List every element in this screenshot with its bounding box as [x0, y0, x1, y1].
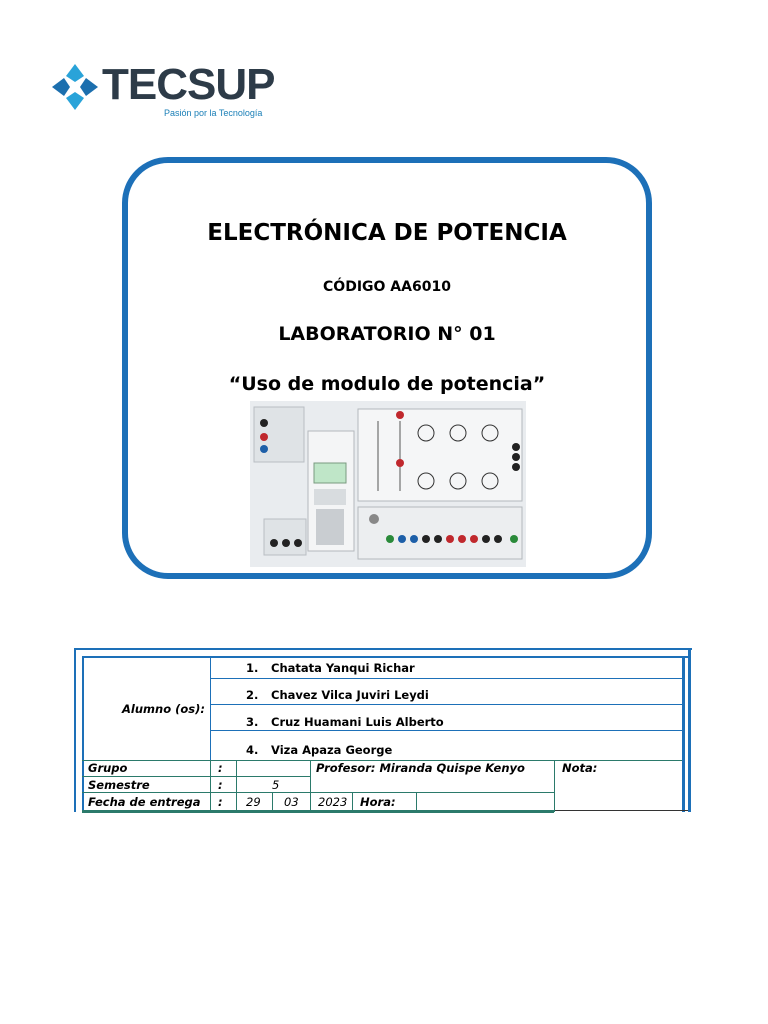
semester-value: 5	[272, 778, 280, 792]
group-label: Grupo	[88, 761, 128, 775]
student-3-name: Cruz Huamani Luis Alberto	[271, 715, 444, 729]
date-day: 29	[246, 795, 261, 809]
group-colon: :	[218, 761, 223, 775]
lab-subtitle: “Uso de modulo de potencia”	[228, 373, 546, 395]
date-label: Fecha de entrega	[88, 795, 201, 809]
semester-label: Semestre	[88, 778, 150, 792]
students-label: Alumno (os):	[122, 702, 205, 716]
cover-frame	[122, 157, 652, 579]
grade-label: Nota:	[562, 761, 598, 775]
student-1-num: 1.	[246, 661, 259, 675]
course-title: ELECTRÓNICA DE POTENCIA	[207, 220, 567, 246]
student-4-num: 4.	[246, 743, 259, 757]
time-label: Hora:	[360, 795, 396, 809]
tecsup-logo	[50, 62, 280, 124]
info-table	[74, 648, 692, 812]
date-month: 03	[284, 795, 299, 809]
student-1-name: Chatata Yanqui Richar	[271, 661, 415, 675]
professor-field: Profesor: Miranda Quispe Kenyo	[316, 761, 525, 775]
student-3-num: 3.	[246, 715, 259, 729]
student-4-name: Viza Apaza George	[271, 743, 393, 757]
date-year: 2023	[318, 795, 348, 809]
course-code: CÓDIGO AA6010	[323, 279, 451, 295]
student-2-num: 2.	[246, 688, 259, 702]
logo-wordmark: TECSUP	[102, 60, 275, 109]
date-colon: :	[218, 795, 223, 809]
semester-colon: :	[218, 778, 223, 792]
tecsup-logo-icon	[50, 62, 100, 112]
lab-number: LABORATORIO N° 01	[278, 323, 496, 345]
student-2-name: Chavez Vilca Juviri Leydi	[271, 688, 429, 702]
power-module-photo	[250, 401, 526, 567]
power-module-illustration	[250, 401, 526, 567]
logo-tagline: Pasión por la Tecnología	[164, 108, 263, 118]
